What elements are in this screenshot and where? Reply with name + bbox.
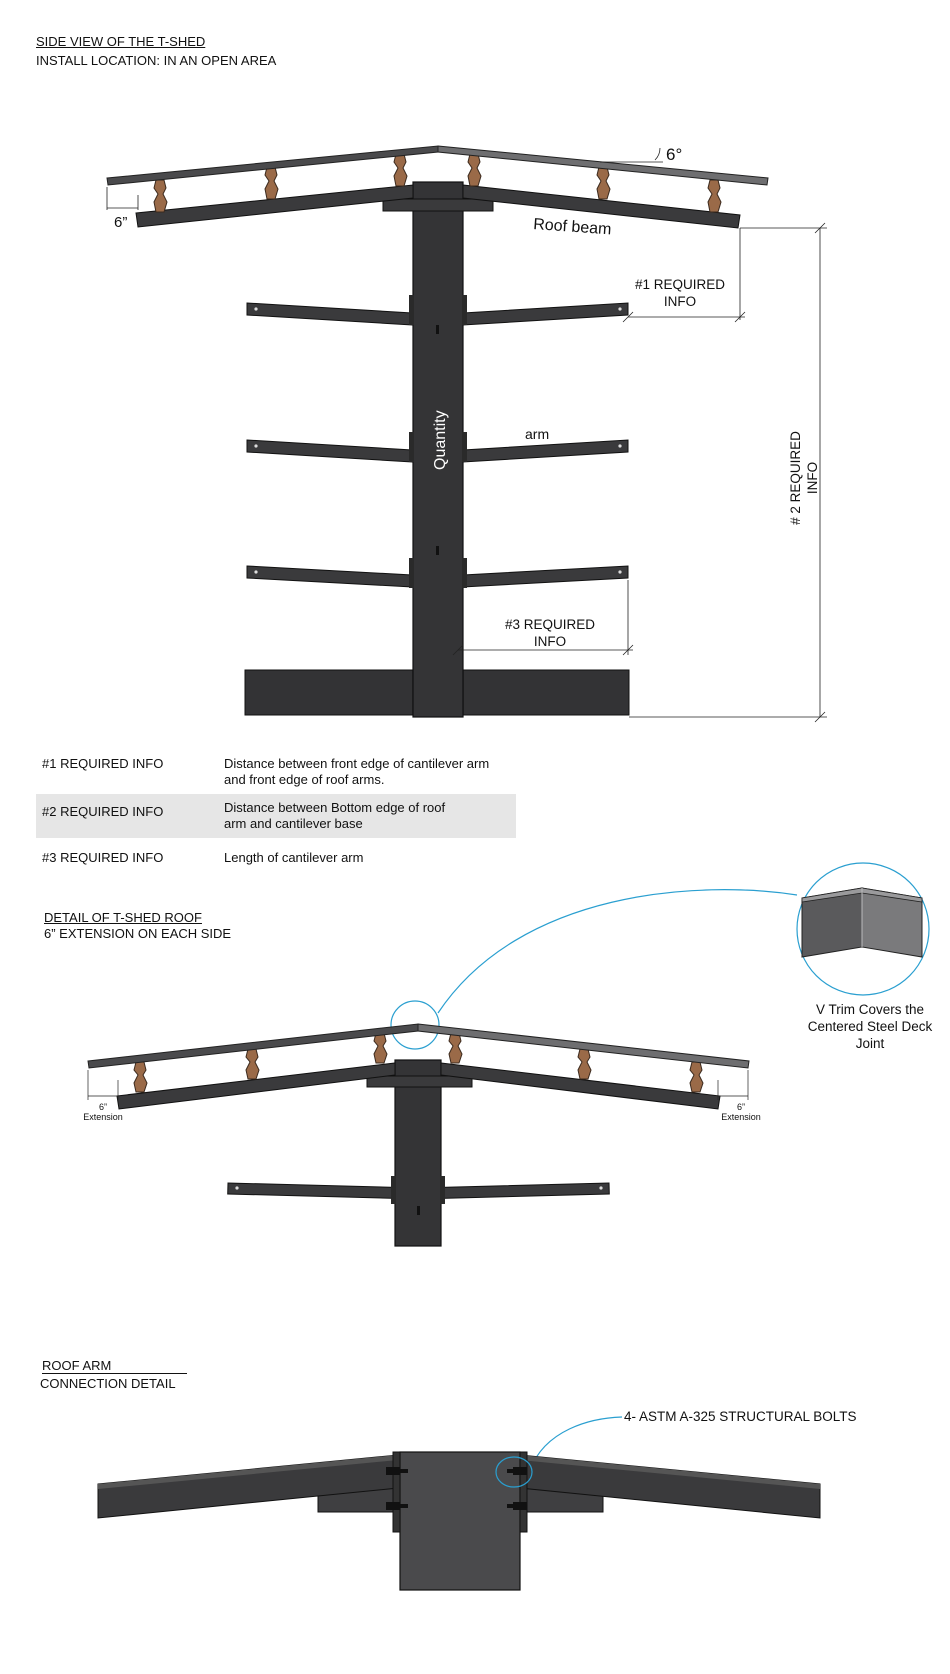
- info-value: Distance between Bottom edge of roof arm and cantilever base: [218, 794, 516, 838]
- roof-arm-title: ROOF ARM: [42, 1358, 112, 1373]
- v-trim-detail-icon: [802, 888, 922, 957]
- info-key: #1 REQUIRED INFO: [42, 756, 164, 771]
- overhang-label: 6”: [114, 214, 128, 231]
- info-key: #2 REQUIRED INFO: [36, 794, 218, 838]
- table-row: [36, 750, 516, 794]
- connection-detail-subtitle: CONNECTION DETAIL: [40, 1376, 176, 1391]
- roof-detail-title: DETAIL OF T-SHED ROOF: [44, 910, 202, 925]
- roof-detail-subtitle: 6” EXTENSION ON EACH SIDE: [44, 926, 232, 941]
- req2-label: # 2 REQUIRED INFO: [788, 431, 820, 525]
- ext-right-label: Extension: [721, 1112, 761, 1122]
- install-location-subtitle: INSTALL LOCATION: IN AN OPEN AREA: [36, 53, 277, 68]
- side-view-title: SIDE VIEW OF THE T-SHED: [36, 34, 206, 49]
- title-rule: [42, 1373, 187, 1374]
- table-row: [36, 794, 516, 838]
- ext-right-value: 6”: [736, 1102, 746, 1112]
- angle-label: 6°: [666, 145, 683, 164]
- ext-left-label: Extension: [83, 1112, 123, 1122]
- side-view-drawing: [0, 0, 950, 720]
- v-trim-caption: V Trim Covers the Centered Steel Deck Joint: [807, 1002, 933, 1051]
- req1-label: #1 REQUIRED INFO: [634, 277, 726, 309]
- arm-label: arm: [525, 426, 550, 442]
- bolts-label: 4- ASTM A-325 STRUCTURAL BOLTS: [624, 1409, 857, 1424]
- roof-beam-label: Roof beam: [532, 216, 612, 239]
- info-value: Length of cantilever arm: [224, 850, 364, 865]
- req3-label: #3 REQUIRED INFO: [504, 617, 596, 649]
- connection-detail-drawing: [0, 1400, 950, 1660]
- ext-left-value: 6”: [98, 1102, 108, 1112]
- info-key: #3 REQUIRED INFO: [42, 850, 164, 865]
- column-label: Quantity: [432, 410, 449, 470]
- info-value: Distance between front edge of cantilever arm and front edge of roof arms.: [224, 756, 490, 787]
